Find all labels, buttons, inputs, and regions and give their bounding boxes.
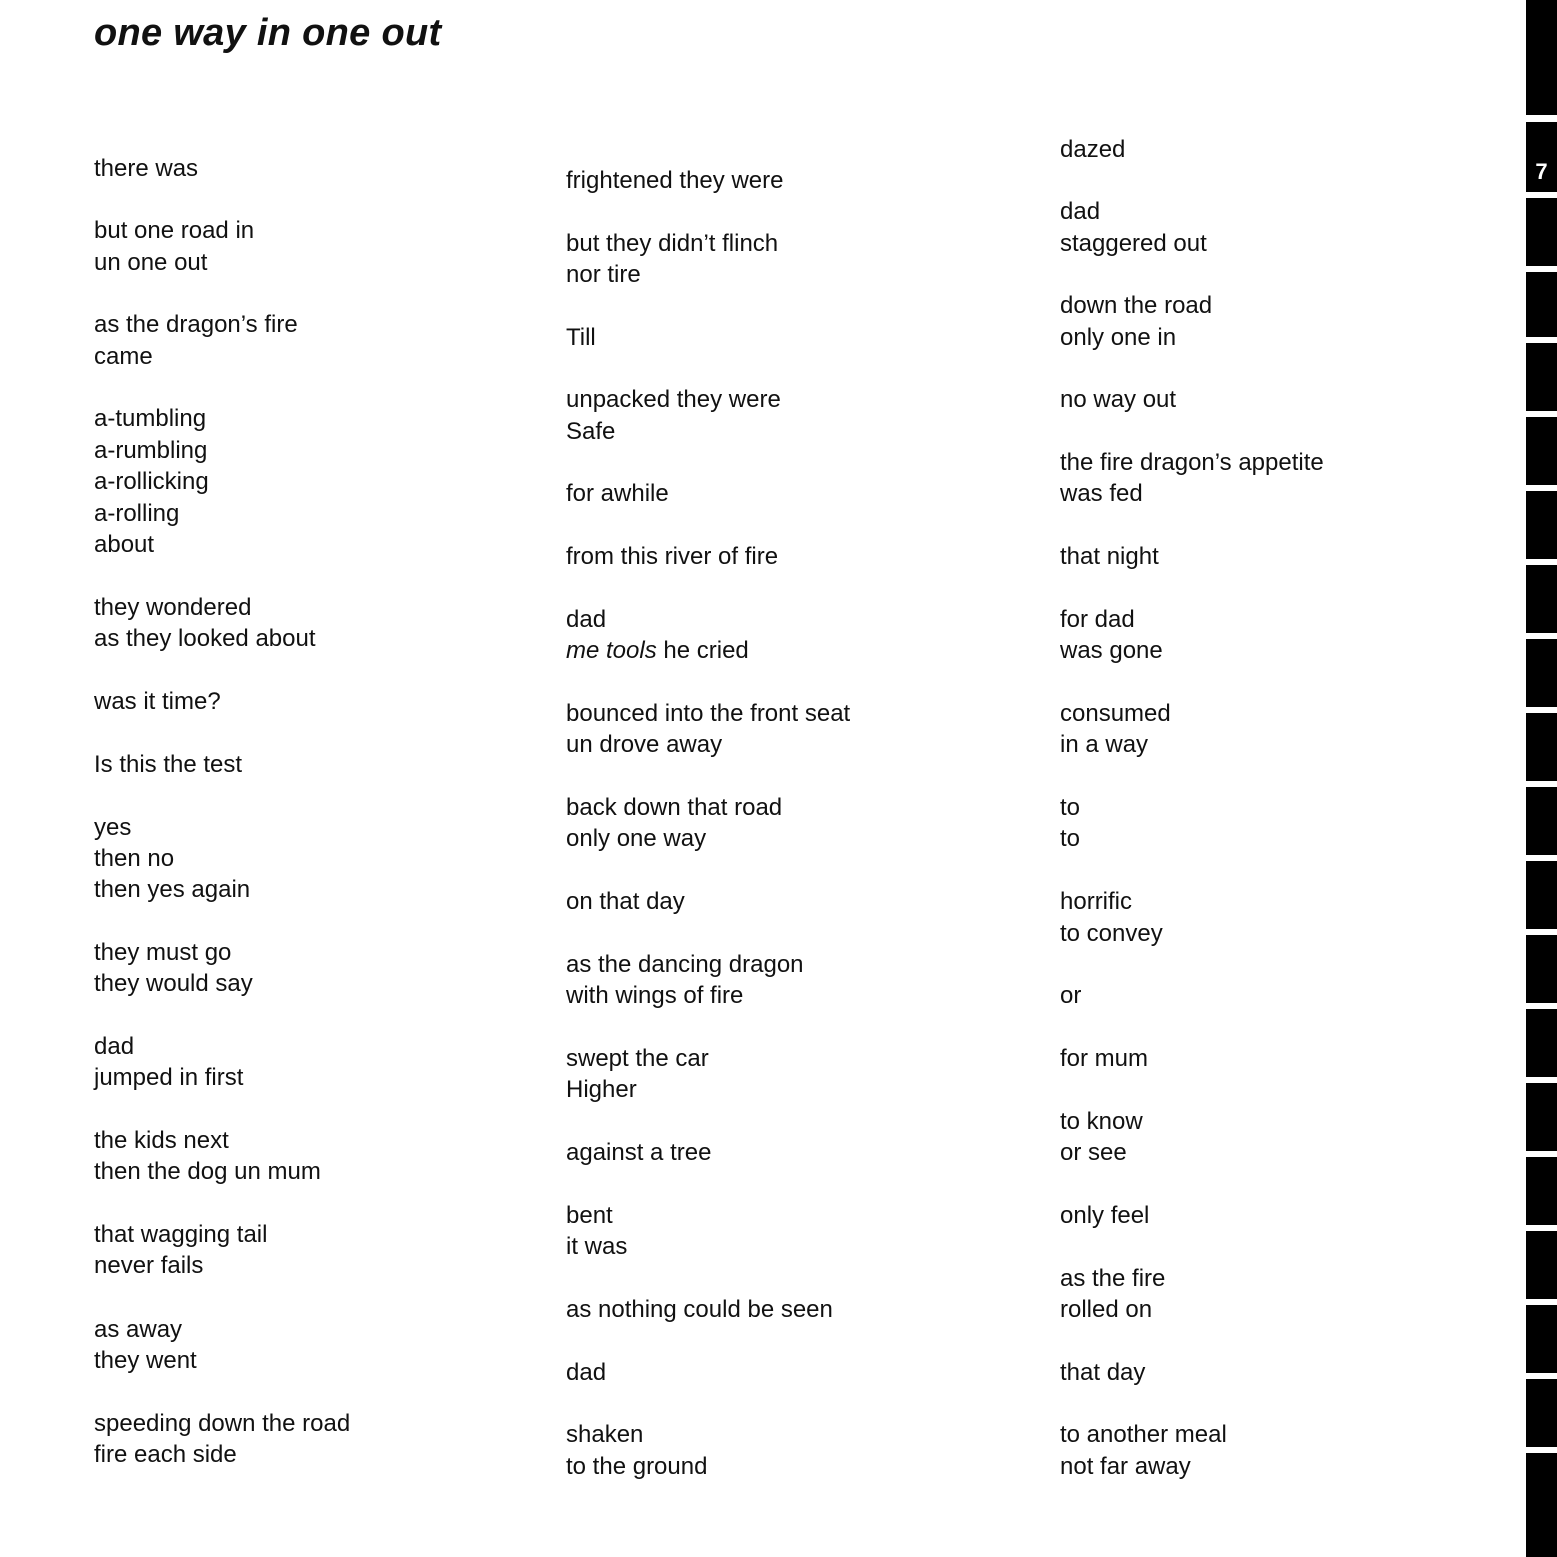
poem-line: they wondered — [94, 594, 252, 621]
poem-line: was it time? — [94, 688, 221, 715]
poem-line: to know — [1060, 1108, 1143, 1135]
side-tab — [1526, 935, 1557, 1003]
poem-line: fire each side — [94, 1441, 237, 1468]
poem-line: that day — [1060, 1359, 1146, 1386]
poem-line: frightened they were — [566, 167, 784, 194]
poem-line: then no — [94, 845, 175, 872]
poem-line: to the ground — [566, 1453, 708, 1480]
poem-line: bounced into the front seat — [566, 700, 851, 727]
poem-line: speeding down the road — [94, 1410, 351, 1437]
poem-line: Higher — [566, 1076, 637, 1103]
poem-line-rest: he cried — [663, 637, 749, 664]
poem-line: bent — [566, 1202, 613, 1229]
poem-line: that night — [1060, 543, 1159, 570]
poem-line: as the dragon’s fire — [94, 311, 298, 338]
page-number: 7 — [1535, 159, 1548, 184]
poem-line: only one way — [566, 825, 707, 852]
poem-line — [566, 637, 749, 665]
side-tab-current — [1526, 122, 1557, 192]
poem-line: nor tire — [566, 261, 641, 288]
poem-line: horrific — [1060, 888, 1133, 915]
poem-line: they must go — [94, 939, 232, 966]
poem-line: only feel — [1060, 1202, 1150, 1229]
poem-line: but they didn’t flinch — [566, 230, 779, 257]
poem-line: it was — [566, 1233, 628, 1260]
side-tab — [1526, 343, 1557, 411]
poem-line: dazed — [1060, 136, 1126, 163]
poem-line: in a way — [1060, 731, 1149, 758]
poem-line: but one road in — [94, 217, 255, 244]
poem-line: that wagging tail — [94, 1221, 268, 1248]
poem-line: the kids next — [94, 1127, 229, 1154]
poem-line: as nothing could be seen — [566, 1296, 833, 1323]
poem-line: swept the car — [566, 1045, 709, 1072]
poem-line: or see — [1060, 1139, 1127, 1166]
poem-line: to — [1060, 794, 1081, 821]
poem-line: unpacked they were — [566, 386, 781, 413]
side-tab — [1526, 1083, 1557, 1151]
poem-line: never fails — [94, 1252, 204, 1279]
poem-line: from this river of fire — [566, 543, 779, 570]
poem-line: as they looked about — [94, 625, 316, 652]
poem-line: dad — [566, 606, 607, 633]
poem-line: to another meal — [1060, 1421, 1227, 1448]
poem-line: rolled on — [1060, 1296, 1153, 1323]
poem-line: the fire dragon’s appetite — [1060, 449, 1324, 476]
side-tab — [1526, 1453, 1557, 1557]
poem-line: a-rumbling — [94, 437, 208, 464]
side-tab — [1526, 1157, 1557, 1225]
poem-line: on that day — [566, 888, 685, 915]
poem-line: came — [94, 343, 153, 370]
poem-line: un drove away — [566, 731, 723, 758]
poem-line: then yes again — [94, 876, 251, 903]
page-title: one way in one out — [94, 12, 442, 54]
poem-line: Is this the test — [94, 751, 243, 778]
poem-line: was fed — [1060, 480, 1143, 507]
poem-line: dad — [1060, 198, 1101, 225]
poem-line: consumed — [1060, 700, 1171, 727]
poem-line: a-rolling — [94, 500, 180, 527]
poem-line: about — [94, 531, 155, 558]
side-tab — [1526, 1009, 1557, 1077]
side-tab — [1526, 417, 1557, 485]
poem-line: Safe — [566, 418, 616, 445]
poem-line: staggered out — [1060, 230, 1207, 257]
side-tab — [1526, 1379, 1557, 1447]
poem-line: was gone — [1060, 637, 1163, 664]
poem-line: back down that road — [566, 794, 783, 821]
side-tab — [1526, 787, 1557, 855]
poem-line: they would say — [94, 970, 253, 997]
side-tab — [1526, 491, 1557, 559]
poem-line: there was — [94, 155, 199, 182]
poem-line: Till — [566, 324, 596, 351]
side-tab — [1526, 198, 1557, 266]
poem-line: dad — [94, 1033, 135, 1060]
side-tab — [1526, 639, 1557, 707]
poem-line: only one in — [1060, 324, 1177, 351]
poem-line: for awhile — [566, 480, 669, 507]
poem-line: or — [1060, 982, 1082, 1009]
poem-line: against a tree — [566, 1139, 712, 1166]
side-tab — [1526, 565, 1557, 633]
poem-line: down the road — [1060, 292, 1213, 319]
side-tab-strip — [1526, 0, 1557, 1557]
poem-line: no way out — [1060, 386, 1177, 413]
poem-line: as the fire — [1060, 1265, 1166, 1292]
poem-line: a-tumbling — [94, 405, 207, 432]
poem-line: as the dancing dragon — [566, 951, 804, 978]
side-tab — [1526, 713, 1557, 781]
poem-line: jumped in first — [94, 1064, 244, 1091]
poem-line: as away — [94, 1316, 183, 1343]
poem-line: to — [1060, 825, 1081, 852]
side-tab — [1526, 1231, 1557, 1299]
poem-line: un one out — [94, 249, 208, 276]
side-tab — [1526, 1305, 1557, 1373]
poem-line: then the dog un mum — [94, 1158, 321, 1185]
poem-line-italic: me tools — [566, 637, 657, 664]
poem-line: for mum — [1060, 1045, 1149, 1072]
poem-line: they went — [94, 1347, 197, 1374]
side-tab — [1526, 861, 1557, 929]
side-tab — [1526, 0, 1557, 115]
poem-line: not far away — [1060, 1453, 1191, 1480]
side-tab — [1526, 272, 1557, 337]
poem-line: dad — [566, 1359, 607, 1386]
poem-line: with wings of fire — [566, 982, 744, 1009]
poem-line: a-rollicking — [94, 468, 209, 495]
poem-line: shaken — [566, 1421, 644, 1448]
poem-line: to convey — [1060, 920, 1163, 947]
poem-line: yes — [94, 814, 132, 841]
poem-line: for dad — [1060, 606, 1135, 633]
